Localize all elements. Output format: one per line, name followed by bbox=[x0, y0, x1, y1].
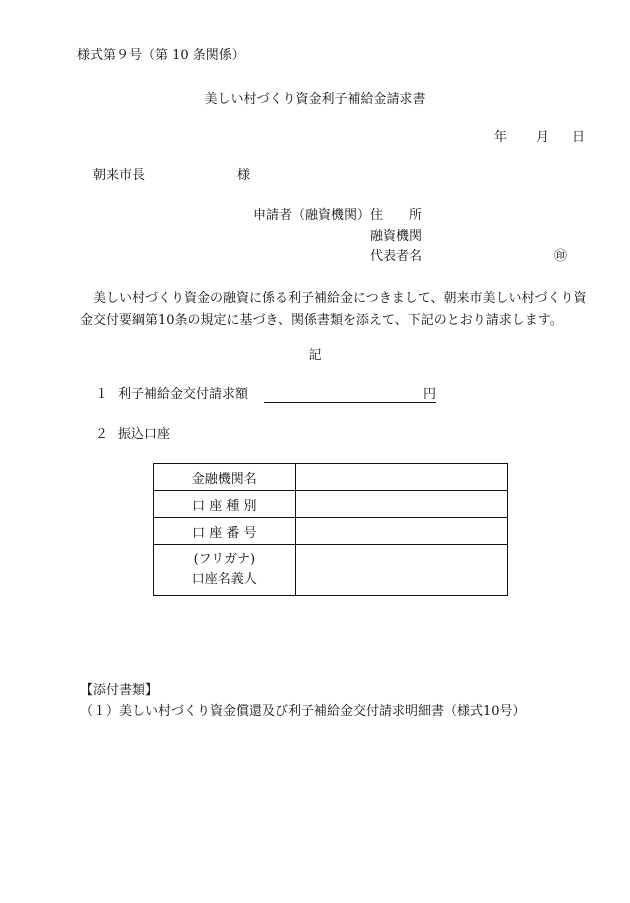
date-month-label: 月 bbox=[536, 130, 550, 145]
request-body-text: 美しい村づくり資金の融資に係る利子補給金につきまして、朝来市美しい村づくり資金交付要綱第10条の規定に基づき、関係書類を添えて、下記のとおり請求します。 bbox=[80, 291, 587, 328]
account-type-label: 口 座 種 別 bbox=[154, 491, 296, 518]
amount-input-line[interactable] bbox=[264, 402, 436, 403]
item2-label: 振込口座 bbox=[118, 427, 171, 442]
account-holder-name-label: 口座名義人 bbox=[191, 572, 257, 587]
representative-label: 代表者名 bbox=[370, 249, 423, 264]
table-row bbox=[154, 518, 508, 545]
addressee-honorific: 様 bbox=[237, 168, 251, 183]
attachments-heading: 【添付書類】 bbox=[80, 683, 159, 698]
date-year-label: 年 bbox=[494, 130, 508, 145]
table-row bbox=[154, 491, 508, 518]
institution-label: 融資機関 bbox=[370, 229, 423, 244]
account-number-field[interactable] bbox=[295, 518, 507, 545]
ki-heading: 記 bbox=[308, 348, 322, 363]
account-number-label: 口 座 番 号 bbox=[154, 518, 296, 545]
attachment-item: （１）美しい村づくり資金償還及び利子補給金交付請求明細書（様式10号） bbox=[80, 704, 526, 719]
account-holder-field[interactable] bbox=[295, 545, 507, 596]
bank-account-table bbox=[153, 463, 508, 596]
table-row bbox=[154, 545, 508, 596]
form-number: 様式第９号（第 10 条関係） bbox=[77, 48, 245, 63]
table-row bbox=[154, 464, 508, 491]
furigana-label: (フリガナ) bbox=[193, 552, 256, 567]
address-label: 住 所 bbox=[370, 208, 423, 223]
applicant-label: 申請者（融資機関） bbox=[253, 208, 371, 223]
seal-mark: ㊞ bbox=[554, 249, 568, 264]
item1-label: 利子補給金交付請求額 bbox=[118, 387, 249, 402]
yen-unit: 円 bbox=[423, 387, 437, 402]
account-type-field[interactable] bbox=[295, 491, 507, 518]
item2-number: ２ bbox=[95, 427, 109, 442]
document-title: 美しい村づくり資金利子補給金請求書 bbox=[204, 92, 426, 107]
item1-number: １ bbox=[95, 387, 109, 402]
bank-name-label: 金融機関名 bbox=[154, 464, 296, 491]
addressee-name: 朝来市長 bbox=[93, 168, 146, 183]
account-holder-label bbox=[154, 545, 296, 596]
bank-name-field[interactable] bbox=[295, 464, 507, 491]
date-day-label: 日 bbox=[572, 130, 586, 145]
